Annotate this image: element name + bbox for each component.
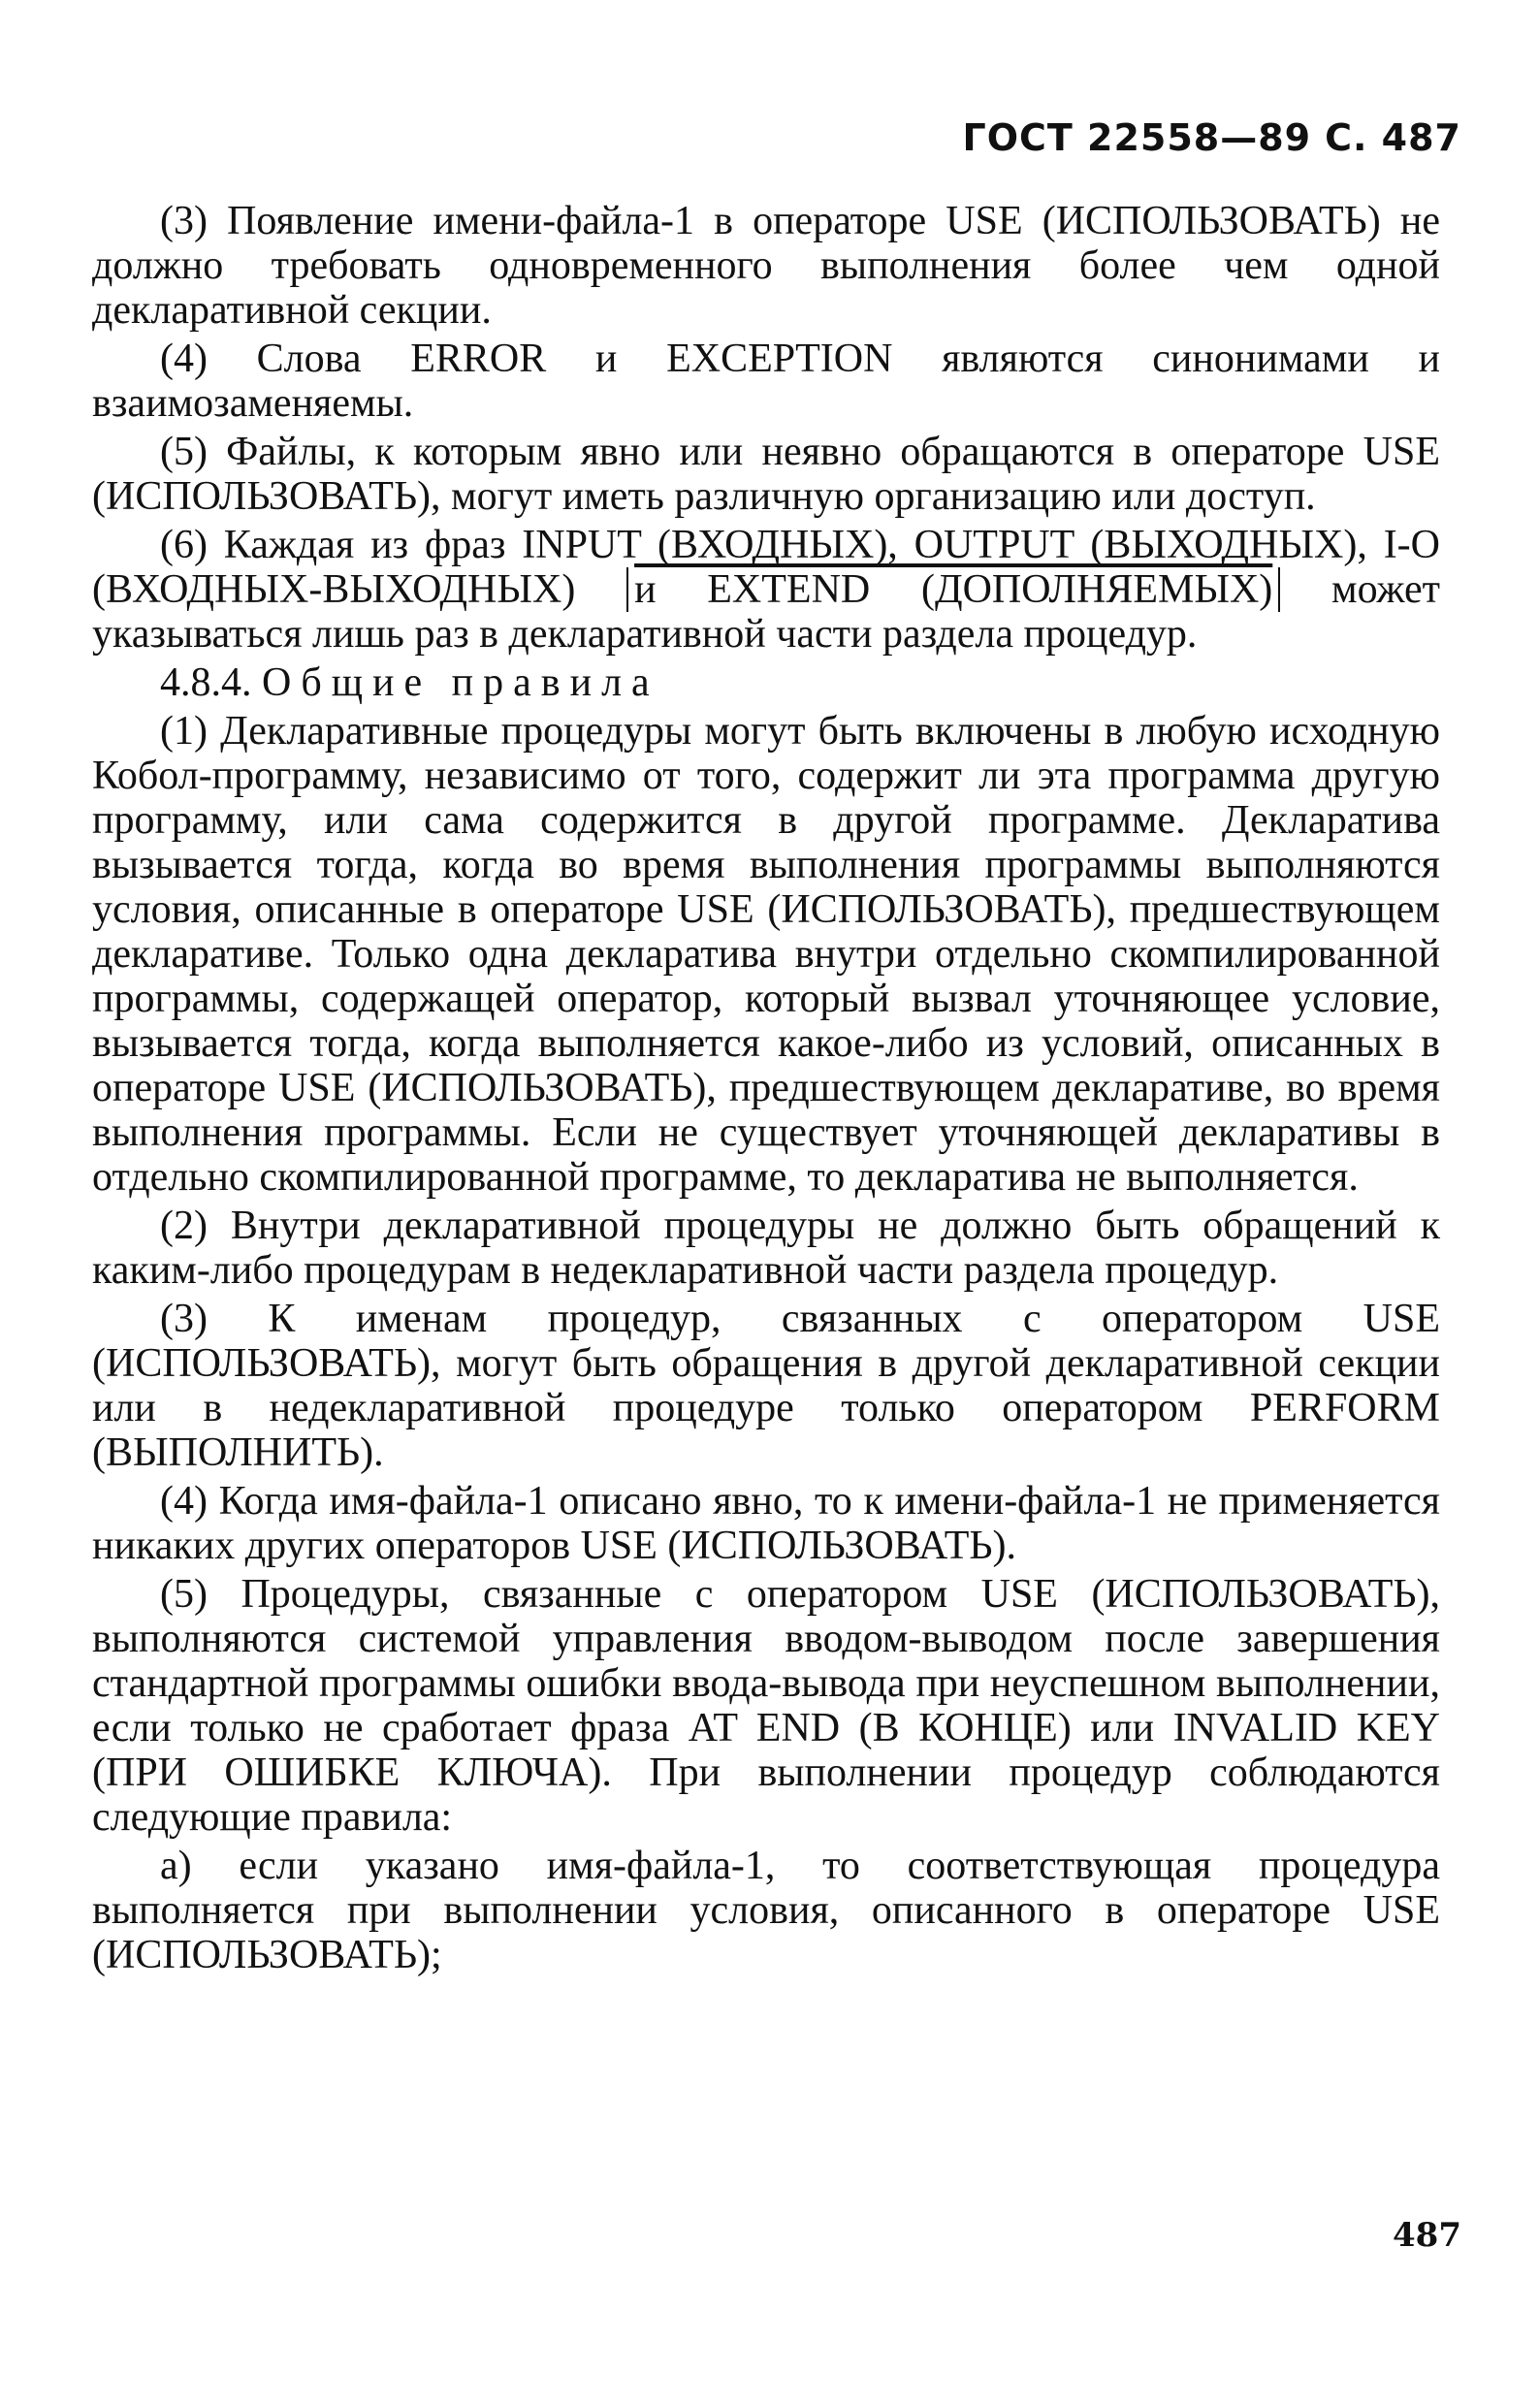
phrases-text-start: (6) Каждая из фраз INPUT (ВХОДНЫХ), OUTPUT (ВЫХОДНЫХ), I-O (ВХОДНЫХ-ВЫХОДНЫХ) bbox=[92, 523, 1440, 612]
section-heading bbox=[92, 660, 1440, 705]
running-header bbox=[948, 116, 1461, 159]
phrases-text-end: может указываться лишь раз в декларативной части раздела процедур. bbox=[92, 567, 1441, 657]
header-page-reference: С. 487 bbox=[1325, 116, 1461, 159]
section-title: Общие правила bbox=[262, 660, 659, 705]
page-number: 487 bbox=[1393, 2216, 1461, 2255]
rule-3-perform-references: (3) К именам процедур, связанных с оператором USE (ИСПОЛЬЗОВАТЬ), могут быть обращения в другой декларативной секции или в недекларативной процедуре только оператором PERFORM (ВЫПОЛНИТЬ). bbox=[92, 1297, 1440, 1475]
rule-4-explicit-file: (4) Когда имя-файла-1 описано явно, то к имени-файла-1 не применяется никаких других операторов USE (ИСПОЛЬЗОВАТЬ). bbox=[92, 1479, 1440, 1568]
section-number: 4.8.4. bbox=[160, 660, 252, 705]
paragraph-files-organization: (5) Файлы, к которым явно или неявно обращаются в операторе USE (ИСПОЛЬЗОВАТЬ), могут иметь различную организацию или доступ. bbox=[92, 430, 1440, 519]
rule-5-execution: (5) Процедуры, связанные с оператором USE (ИСПОЛЬЗОВАТЬ), выполняются системой управления вводом-выводом после завершения стандартной программы ошибки ввода-вывода при неуспешном выполнении, если только не сработает фраза AT END (В КОНЦЕ) или INVALID KEY (ПРИ ОШИБКЕ КЛЮЧА). При выполнении процедур соблюдаются следующие правила: bbox=[92, 1572, 1440, 1840]
paragraph-phrases-once bbox=[92, 523, 1440, 657]
framed-extend-phrase: и EXTEND (ДОПОЛНЯЕМЫХ) bbox=[626, 567, 1280, 612]
body-text bbox=[92, 199, 1440, 1981]
rule-5a-file-name: а) если указано имя-файла-1, то соответствующая процедура выполняется при выполнении условия, описанного в операторе USE (ИСПОЛЬЗОВАТЬ); bbox=[92, 1844, 1440, 1977]
paragraph-error-exception-synonyms: (4) Слова ERROR и EXCEPTION являются синонимами и взаимозаменяемы. bbox=[92, 337, 1440, 426]
paragraph-use-single-section: (3) Появление имени-файла-1 в операторе USE (ИСПОЛЬЗОВАТЬ) не должно требовать одновременного выполнения более чем одной декларативной секции. bbox=[92, 199, 1440, 333]
standard-designation: ГОСТ 22558—89 bbox=[962, 116, 1312, 159]
rule-1-declaratives: (1) Декларативные процедуры могут быть включены в любую исходную Кобол-программу, независимо от того, содержит ли эта программа другую программу, или сама содержится в другой программе. Декларатива вызывается тогда, когда во время выполнения программы выполняются условия, описанные в операторе USE (ИСПОЛЬЗОВАТЬ), предшествующем декларативе. Только одна декларатива внутри отдельно скомпилированной программы, содержащей оператор, который вызвал уточняющее условие, вызывается тогда, когда выполняется какое-либо из условий, описанных в операторе USE (ИСПОЛЬЗОВАТЬ), предшествующем декларативе, во время выполнения программы. Если не существует уточняющей декларативы в отдельно скомпилированной программе, то декларатива не выполняется. bbox=[92, 709, 1440, 1200]
rule-2-no-references: (2) Внутри декларативной процедуры не должно быть обращений к каким-либо процедурам в недекларативной части раздела процедур. bbox=[92, 1204, 1440, 1293]
